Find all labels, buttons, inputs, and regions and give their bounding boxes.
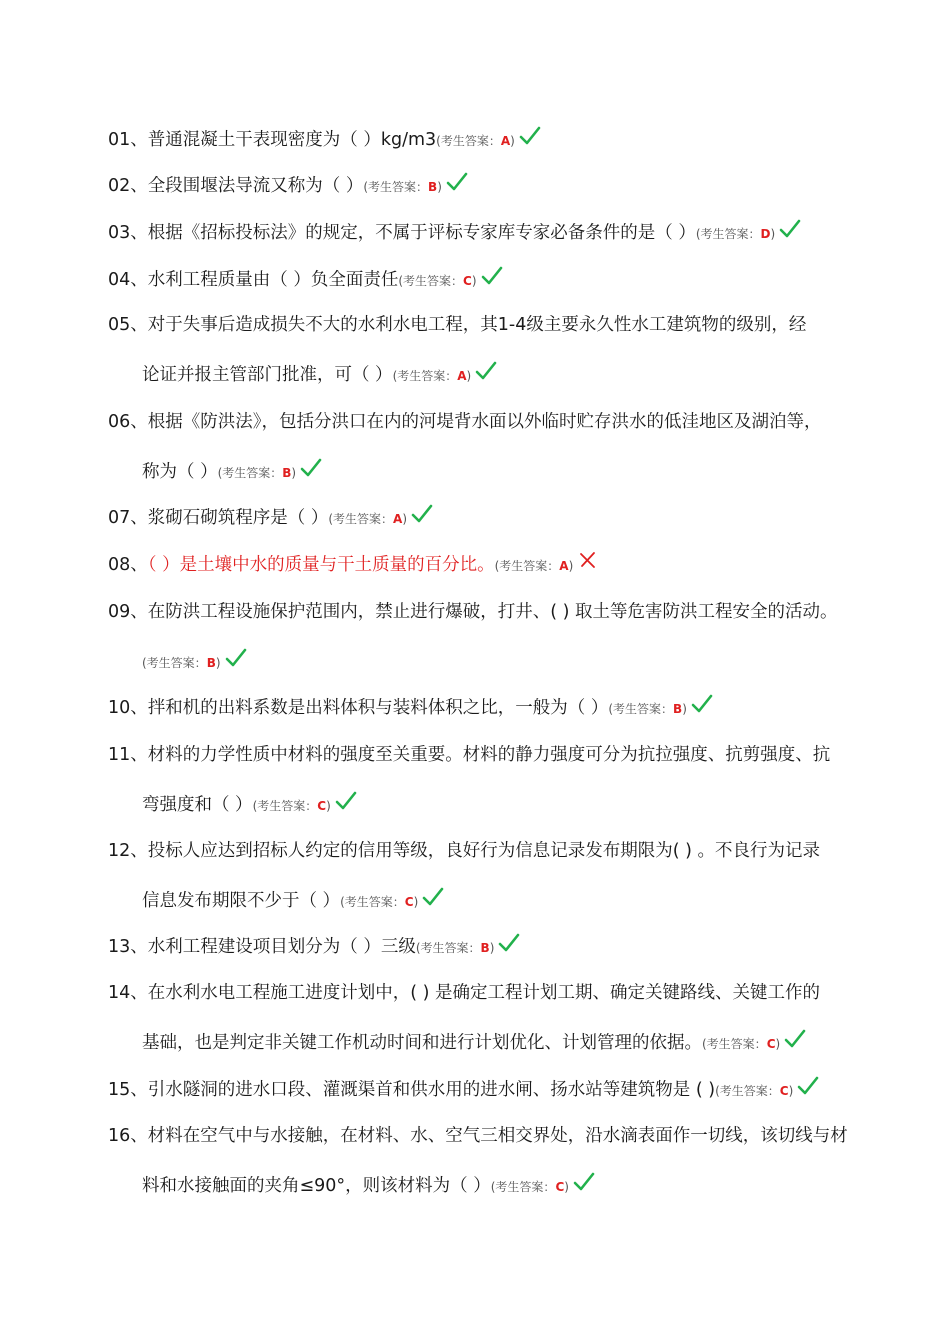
checkmark-icon xyxy=(691,693,713,715)
answer-suffix: ) xyxy=(510,134,515,148)
question-text-continued: 弯强度和（ ） xyxy=(142,795,253,815)
question-number: 02、 xyxy=(108,176,148,196)
candidate-answer xyxy=(436,134,515,148)
answer-letter: B xyxy=(480,941,490,955)
answer-prefix: (考生答案： xyxy=(392,369,458,383)
answer-prefix: (考生答案： xyxy=(328,512,394,526)
question-text: 全段围堰法导流又称为（ ） xyxy=(147,176,364,196)
question-text: 在水利水电工程施工进度计划中，( ) 是确定工程计划工期、确定关键路线、关键工作的 xyxy=(147,983,821,1003)
question-text: 材料的力学性质中材料的强度至关重要。材料的静力强度可分为抗拉强度、抗剪强度、抗 xyxy=(147,745,831,765)
answer-letter: B xyxy=(282,466,292,480)
checkmark-icon xyxy=(411,503,433,525)
answer-letter: D xyxy=(760,227,771,241)
question-item xyxy=(108,540,820,591)
candidate-answer xyxy=(363,180,442,194)
checkmark-icon xyxy=(784,1028,806,1050)
answer-prefix: (考生答案： xyxy=(415,941,481,955)
checkmark-icon xyxy=(335,790,357,812)
answer-prefix: (考生答案： xyxy=(363,180,429,194)
question-text: （ ）是土壤中水的质量与干土质量的百分比。 xyxy=(147,555,495,575)
question-number: 10、 xyxy=(108,698,148,718)
question-number: 01、 xyxy=(108,130,148,150)
answer-letter: C xyxy=(779,1084,789,1098)
question-text: 浆砌石砌筑程序是（ ） xyxy=(147,508,329,528)
question-item xyxy=(108,161,820,212)
question-number: 13、 xyxy=(108,937,148,957)
answer-letter: A xyxy=(559,559,569,573)
question-text: 对于失事后造成损失不大的水利水电工程，其1-4级主要永久性水工建筑物的级别，经 xyxy=(147,315,807,335)
question-text: 根据《防洪法》，包括分洪口在内的河堤背水面以外临时贮存洪水的低洼地区及湖泊等， xyxy=(147,412,822,432)
candidate-answer xyxy=(608,702,687,716)
question-number: 14、 xyxy=(108,983,148,1003)
answer-suffix: ) xyxy=(788,1084,794,1098)
answer-suffix: ) xyxy=(437,180,442,194)
checkmark-icon xyxy=(422,886,444,908)
answer-suffix: ) xyxy=(291,466,297,480)
question-text: 根据《招标投标法》的规定，不属于评标专家库专家必备条件的是（ ） xyxy=(147,223,696,243)
question-text: 在防洪工程设施保护范围内，禁止进行爆破，打井、( ) 取土等危害防洪工程安全的活动。 xyxy=(147,602,838,622)
question-text: 普通混凝土干表现密度为（ ）kg/m3 xyxy=(147,130,437,150)
question-text-continued: 称为（ ） xyxy=(142,462,218,482)
question-text-continued: 基础，也是判定非关键工作机动时间和进行计划优化、计划管理的依据。 xyxy=(142,1033,702,1053)
checkmark-icon xyxy=(481,265,503,287)
question-number: 04、 xyxy=(108,270,148,290)
candidate-answer xyxy=(328,512,407,526)
question-item xyxy=(108,115,820,166)
question-number: 08、 xyxy=(108,555,148,575)
checkmark-icon xyxy=(797,1075,819,1097)
answer-letter: C xyxy=(404,895,414,909)
answer-suffix: ) xyxy=(402,512,408,526)
question-text: 材料在空气中与水接触，在材料、水、空气三相交界处，沿水滴表面作一切线，该切线与材 xyxy=(147,1126,848,1146)
candidate-answer xyxy=(495,559,574,573)
question-text: 引水隧洞的进水口段、灌溉渠首和供水用的进水闸、扬水站等建筑物是 ( ) xyxy=(147,1080,716,1100)
answer-prefix: (考生答案： xyxy=(436,134,501,148)
answer-prefix: (考生答案： xyxy=(340,895,405,909)
question-number: 05、 xyxy=(108,315,148,335)
answer-suffix: ) xyxy=(466,369,472,383)
answer-prefix: (考生答案： xyxy=(490,1180,556,1194)
question-text-continued: 信息发布期限不少于（ ） xyxy=(142,891,341,911)
answer-prefix: (考生答案： xyxy=(695,227,761,241)
question-item xyxy=(108,255,820,306)
question-item xyxy=(108,683,820,734)
checkmark-icon xyxy=(475,360,497,382)
answer-suffix: ) xyxy=(489,941,495,955)
answer-prefix: (考生答案： xyxy=(608,702,674,716)
answer-letter: C xyxy=(317,799,327,813)
answer-prefix: (考生答案： xyxy=(252,799,318,813)
checkmark-icon xyxy=(573,1171,595,1193)
question-number: 12、 xyxy=(108,841,148,861)
answer-prefix: (考生答案： xyxy=(217,466,283,480)
answer-suffix: ) xyxy=(471,274,477,288)
answer-suffix: ) xyxy=(215,656,221,670)
checkmark-icon xyxy=(498,932,520,954)
question-number: 07、 xyxy=(108,508,148,528)
question-text: 水利工程质量由（ ）负全面责任 xyxy=(147,270,399,290)
question-text: 水利工程建设项目划分为（ ）三级 xyxy=(147,937,416,957)
question-item xyxy=(108,1111,848,1212)
checkmark-icon xyxy=(779,218,801,240)
question-item xyxy=(108,300,820,401)
question-number: 09、 xyxy=(108,602,148,622)
question-number: 06、 xyxy=(108,412,148,432)
question-number: 15、 xyxy=(108,1080,148,1100)
question-number: 03、 xyxy=(108,223,148,243)
question-item xyxy=(108,208,820,259)
checkmark-icon xyxy=(300,457,322,479)
candidate-answer xyxy=(218,466,297,480)
question-number: 16、 xyxy=(108,1126,148,1146)
question-item xyxy=(108,730,831,831)
question-item xyxy=(108,397,820,498)
answer-prefix: (考生答案： xyxy=(142,656,207,670)
answer-letter: C xyxy=(555,1180,565,1194)
question-text-continued: 论证并报主管部门批准，可（ ） xyxy=(142,365,393,385)
answer-letter: C xyxy=(766,1037,776,1051)
candidate-answer xyxy=(696,227,775,241)
question-item xyxy=(108,493,820,544)
answer-suffix: ) xyxy=(775,1037,781,1051)
candidate-answer xyxy=(142,656,221,670)
cross-icon xyxy=(577,550,599,572)
answer-suffix: ) xyxy=(326,799,331,813)
answer-suffix: ) xyxy=(413,895,419,909)
candidate-answer xyxy=(491,1180,569,1194)
answer-prefix: (考生答案： xyxy=(715,1084,780,1098)
answer-suffix: ) xyxy=(682,702,687,716)
answer-letter: C xyxy=(463,274,472,288)
candidate-answer xyxy=(715,1084,793,1098)
answer-prefix: (考生答案： xyxy=(494,559,560,573)
answer-letter: A xyxy=(457,369,467,383)
answer-letter: B xyxy=(428,180,438,194)
answer-prefix: (考生答案： xyxy=(398,274,464,288)
question-number: 11、 xyxy=(108,745,148,765)
answer-letter: B xyxy=(673,702,683,716)
answer-suffix: ) xyxy=(568,559,574,573)
question-item xyxy=(108,922,820,973)
candidate-answer xyxy=(702,1037,780,1051)
candidate-answer xyxy=(253,799,331,813)
answer-prefix: (考生答案： xyxy=(702,1037,767,1051)
answer-suffix: ) xyxy=(564,1180,569,1194)
checkmark-icon xyxy=(225,647,247,669)
question-item xyxy=(108,1065,820,1116)
candidate-answer xyxy=(340,895,418,909)
answer-letter: B xyxy=(206,656,216,670)
question-item xyxy=(108,968,820,1069)
question-text: 投标人应达到招标人约定的信用等级，良好行为信息记录发布期限为( ) 。不良行为记录 xyxy=(147,841,821,861)
answer-suffix: ) xyxy=(770,227,776,241)
question-item xyxy=(108,826,820,927)
candidate-answer xyxy=(416,941,495,955)
checkmark-icon xyxy=(519,125,541,147)
question-text: 拌和机的出料系数是出料体积与装料体积之比，一般为（ ） xyxy=(147,698,609,718)
answer-letter: A xyxy=(500,134,511,148)
question-text-continued: 料和水接触面的夹角≤90°，则该材料为（ ） xyxy=(142,1176,491,1196)
answer-letter: A xyxy=(393,512,403,526)
candidate-answer xyxy=(398,274,476,288)
checkmark-icon xyxy=(446,171,468,193)
candidate-answer xyxy=(393,369,472,383)
question-item xyxy=(108,587,838,688)
